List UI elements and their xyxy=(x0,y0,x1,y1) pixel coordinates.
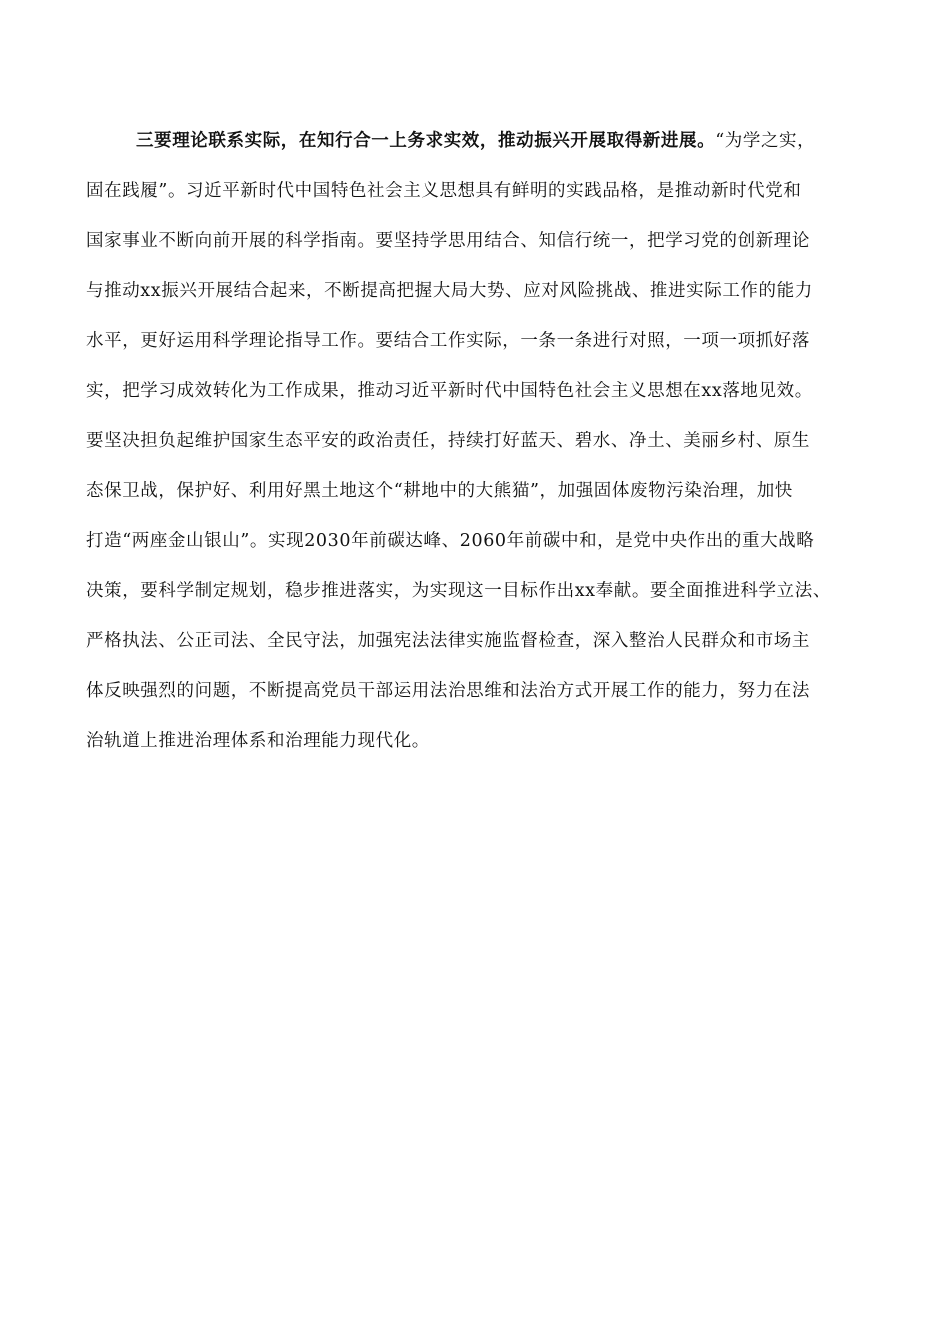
paragraph-line-2: 固在践履”。习近平新时代中国特色社会主义思想具有鲜明的实践品格，是推动新时代党和 xyxy=(86,181,802,201)
paragraph-line-10: 决策，要科学制定规划，稳步推进落实，为实现这一目标作出xx奉献。要全面推进科学立法、 xyxy=(86,581,831,601)
paragraph-line-12: 体反映强烈的问题，不断提高党员干部运用法治思维和法治方式开展工作的能力，努力在法 xyxy=(86,681,810,701)
paragraph-line-6: 实，把学习成效转化为工作成果，推动习近平新时代中国特色社会主义思想在xx落地见效。 xyxy=(86,381,813,401)
paragraph-line-11: 严格执法、公正司法、全民守法，加强宪法法律实施监督检查，深入整治人民群众和市场主 xyxy=(86,631,810,651)
paragraph-line-4: 与推动xx振兴开展结合起来，不断提高把握大局大势、应对风险挑战、推进实际工作的能力 xyxy=(86,281,813,301)
paragraph xyxy=(86,124,886,774)
paragraph-line-3: 国家事业不断向前开展的科学指南。要坚持学思用结合、知信行统一，把学习党的创新理论 xyxy=(86,231,810,251)
paragraph-line-7: 要坚决担负起维护国家生态平安的政治责任，持续打好蓝天、碧水、净土、美丽乡村、原生 xyxy=(86,431,810,451)
paragraph-line-1 xyxy=(86,124,886,174)
paragraph-line-1-text: “为学之实， xyxy=(715,131,816,151)
paragraph-heading: 三要理论联系实际，在知行合一上务求实效，推动振兴开展取得新进展。 xyxy=(136,131,716,151)
paragraph-line-8: 态保卫战，保护好、利用好黑土地这个“耕地中的大熊猫”，加强固体废物污染治理，加快 xyxy=(86,481,793,501)
paragraph-line-13: 治轨道上推进治理体系和治理能力现代化。 xyxy=(86,731,430,751)
paragraph-line-5: 水平，更好运用科学理论指导工作。要结合工作实际，一条一条进行对照，一项一项抓好落 xyxy=(86,331,810,351)
paragraph-line-9: 打造“两座金山银山”。实现2030年前碳达峰、2060年前碳中和，是党中央作出的重大战略 xyxy=(86,531,815,551)
